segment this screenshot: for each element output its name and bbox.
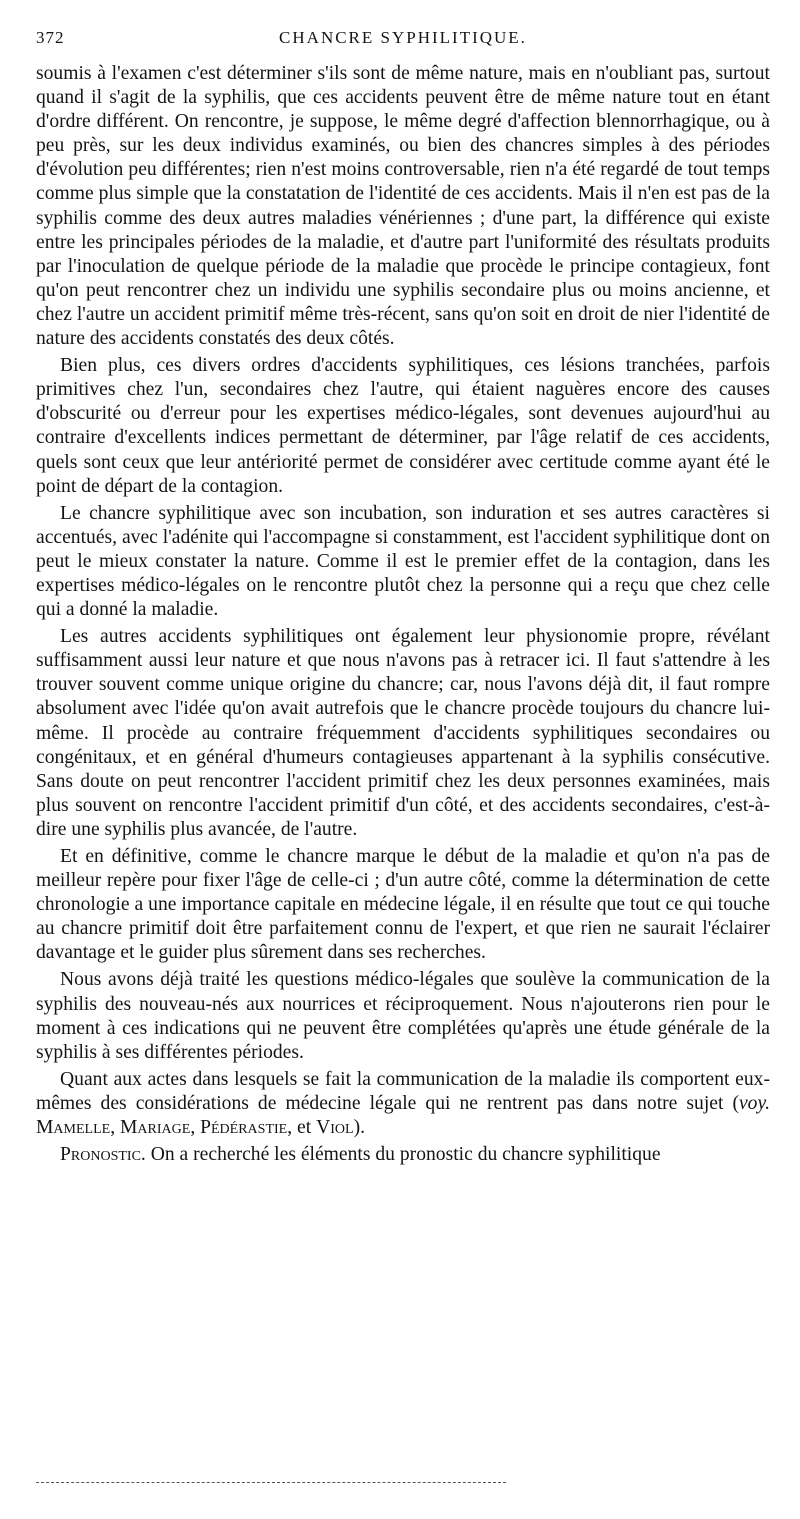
paragraph-6: Nous avons déjà traité les questions médico-légales que soulève la communication de la syphilis des nouveau-nés aux nourrices et réciproquement. Nous n'ajouterons rien pour le moment à ces indications qui ne peuvent être complétées qu'après une étude générale de la syphilis à ses différentes périodes. <box>36 969 770 1063</box>
paragraph-2: Bien plus, ces divers ordres d'accidents syphilitiques, ces lésions tranchées, parfois primitives chez l'un, secondaires chez l'autre, qui étaient naguères encore des causes d'obscurité ou d'erreur pour les expertises médico-légales, sont devenues aujourd'hui au contraire d'excellents indices permettant de déterminer, par l'âge relatif de ces accidents, quels sont ceux que leur antériorité permet de considérer avec certitude comme ayant été le point de départ de la contagion. <box>36 355 770 497</box>
paragraph-7-end: ). <box>353 1117 365 1139</box>
cross-ref-mariage: Mariage <box>120 1117 191 1139</box>
page-number: 372 <box>36 28 65 47</box>
paragraph-7: Quant aux actes dans lesquels se fait la communication de la maladie ils comportent eux-mêmes des considérations de médecine légale qui ne rentrent pas dans notre sujet (voy. Mamelle, Mariage, Pédérastie, et Viol). <box>36 1068 770 1139</box>
cross-ref-viol: Viol <box>316 1117 354 1139</box>
page-header <box>36 28 770 58</box>
voy-abbrev: voy. <box>738 1092 770 1114</box>
paragraph-1: soumis à l'examen c'est déterminer s'ils sont de même nature, mais en n'oubliant pas, surtout quand il s'agit de la syphilis, que ces accidents peuvent être de même nature tout en étant d'ordre différent. On rencontre, je suppose, le même degré d'affection blennorrhagique, ou à peu près, sur les deux individus examinés, ou bien des chancres simples à des périodes d'évolution peu différentes; rien n'est moins controversable, rien n'a été regardé de tout temps comme plus simple que la constatation de l'identité de ces accidents. Mais il n'en est pas de la syphilis comme des deux autres maladies vénériennes ; d'une part, la différence qui existe entre les principales périodes de la maladie, et d'autre part l'uniformité des résultats produits par l'inoculation de quelque période de la maladie que procède le principe contagieux, font qu'on peut rencontrer chez un individu une syphilis secondaire plus ou moins ancienne, et chez l'autre un accident primitif même très-récent, sans qu'on soit en droit de nier l'identité de nature des accidents constatés des deux côtés. <box>36 63 770 350</box>
running-title: CHANCRE SYPHILITIQUE. <box>279 28 527 47</box>
body-text <box>36 62 770 1167</box>
section-heading-pronostic: Pronostic. <box>60 1144 146 1166</box>
paragraph-5: Et en définitive, comme le chancre marque le début de la maladie et qu'on n'a pas de meilleur repère pour fixer l'âge de celle-ci ; d'un autre côté, comme la détermination de cette chronologie a une importance capitale en médecine légale, il en résulte que tout ce qui touche au chancre primitif doit être parfaitement connu de l'expert, et que rien ne saurait l'éclairer davantage et le guider plus sûrement dans ses recherches. <box>36 846 770 964</box>
footer-dashed-rule <box>36 1482 506 1483</box>
cross-ref-mamelle: Mamelle <box>36 1117 111 1139</box>
paragraph-3: Le chancre syphilitique avec son incubation, son induration et ses autres caractères si accentués, avec l'adénite qui l'accompagne si constamment, est l'accident syphilitique dont on peut le mieux constater la nature. Comme il est le premier effet de la contagion, dans les expertises médico-légales on le rencontre plutôt chez la personne qui a reçu que chez celle qui a donné la maladie. <box>36 502 770 621</box>
conjunction-text: , et <box>287 1117 317 1139</box>
cross-ref-pederastie: Pédérastie <box>200 1117 288 1139</box>
paragraph-4: Les autres accidents syphilitiques ont également leur physionomie propre, révélant suffisamment aussi leur nature et que nous n'avons pas à retracer ici. Il faut s'attendre à les trouver souvent comme unique origine du chancre; car, nous l'avons déjà dit, il faut rompre absolument avec l'idée qu'on avait autrefois que le chancre procède toujours du chancre lui-même. Il procède au contraire fréquemment d'accidents syphilitiques secondaires ou congénitaux, et en général d'humeurs contagieuses appartenant à la syphilis consécutive. Sans doute on peut rencontrer l'accident primitif chez les deux personnes examinées, mais plus souvent on rencontre l'accident primitif d'un côté, et des accidents secondaires, c'est-à-dire une syphilis plus avancée, de l'autre. <box>36 626 770 840</box>
paragraph-7-text: Quant aux actes dans lesquels se fait la communication de la maladie ils comportent eux-mêmes des considérations de médecine légale qui ne rentrent pas dans notre sujet ( <box>36 1068 770 1114</box>
paragraph-8-text: On a recherché les éléments du pronostic du chancre syphilitique <box>145 1144 661 1166</box>
paragraph-8 <box>36 1143 770 1167</box>
book-page <box>36 28 770 1167</box>
